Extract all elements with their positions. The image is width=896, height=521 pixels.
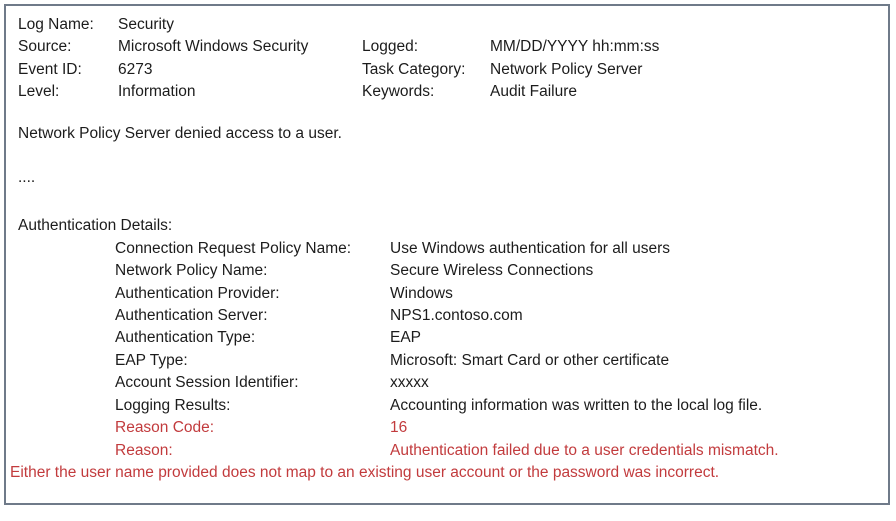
event-description: Network Policy Server denied access to a user. <box>18 124 342 142</box>
detail-row-authentication-server <box>115 305 876 327</box>
header-row <box>18 36 876 58</box>
detail-row-reason-code <box>115 417 876 439</box>
header-row <box>18 14 876 36</box>
detail-label: Logging Results: <box>115 396 231 414</box>
detail-row-reason <box>115 440 876 462</box>
field-label-level: Level: <box>18 83 60 101</box>
event-header <box>18 14 876 104</box>
detail-row-authentication-type <box>115 327 876 349</box>
header-row <box>18 59 876 81</box>
auth-details-heading: Authentication Details: <box>18 217 173 235</box>
field-value-event-id: 6273 <box>118 60 153 78</box>
detail-row-account-session-identifier <box>115 372 876 394</box>
detail-value: Windows <box>390 284 453 302</box>
detail-label: Authentication Provider: <box>115 284 280 302</box>
error-explanation: Either the user name provided does not map to an existing user account or the password was incorrect. <box>10 463 720 481</box>
field-value-keywords: Audit Failure <box>490 83 578 101</box>
detail-value: Secure Wireless Connections <box>390 262 594 280</box>
detail-value: Accounting information was written to the local log file. <box>390 396 763 414</box>
field-label-keywords: Keywords: <box>362 83 435 101</box>
detail-row-logging-results <box>115 395 876 417</box>
auth-details-list <box>18 238 876 462</box>
detail-row-network-policy-name <box>115 260 876 282</box>
event-log-panel <box>4 4 890 505</box>
field-value-task-category: Network Policy Server <box>490 60 643 78</box>
detail-row-eap-type <box>115 350 876 372</box>
field-value-level: Information <box>118 83 196 101</box>
detail-label: Reason Code: <box>115 419 215 437</box>
detail-label: Authentication Server: <box>115 307 268 325</box>
field-value-source: Microsoft Windows Security <box>118 38 309 56</box>
field-value-logged: MM/DD/YYYY hh:mm:ss <box>490 38 660 56</box>
detail-row-connection-request-policy <box>115 238 876 260</box>
detail-value: NPS1.contoso.com <box>390 307 523 325</box>
detail-label: Authentication Type: <box>115 329 256 347</box>
field-label-source: Source: <box>18 38 72 56</box>
field-label-log-name: Log Name: <box>18 16 94 33</box>
field-label-task-category: Task Category: <box>362 60 466 78</box>
detail-value: Authentication failed due to a user credentials mismatch. <box>390 441 779 459</box>
detail-value: xxxxx <box>390 374 429 392</box>
detail-label: Network Policy Name: <box>115 262 268 280</box>
detail-label: Reason: <box>115 441 173 459</box>
omitted-content-ellipsis: .... <box>18 169 36 187</box>
detail-value: Microsoft: Smart Card or other certificate <box>390 351 670 369</box>
header-row <box>18 81 876 103</box>
detail-label: EAP Type: <box>115 351 188 369</box>
detail-label: Connection Request Policy Name: <box>115 239 352 257</box>
detail-value: EAP <box>390 329 422 347</box>
field-value-log-name: Security <box>118 16 174 33</box>
detail-label: Account Session Identifier: <box>115 374 299 392</box>
field-label-logged: Logged: <box>362 38 419 56</box>
detail-row-authentication-provider <box>115 283 876 305</box>
detail-value: 16 <box>390 419 408 437</box>
detail-value: Use Windows authentication for all users <box>390 239 670 257</box>
field-label-event-id: Event ID: <box>18 60 82 78</box>
